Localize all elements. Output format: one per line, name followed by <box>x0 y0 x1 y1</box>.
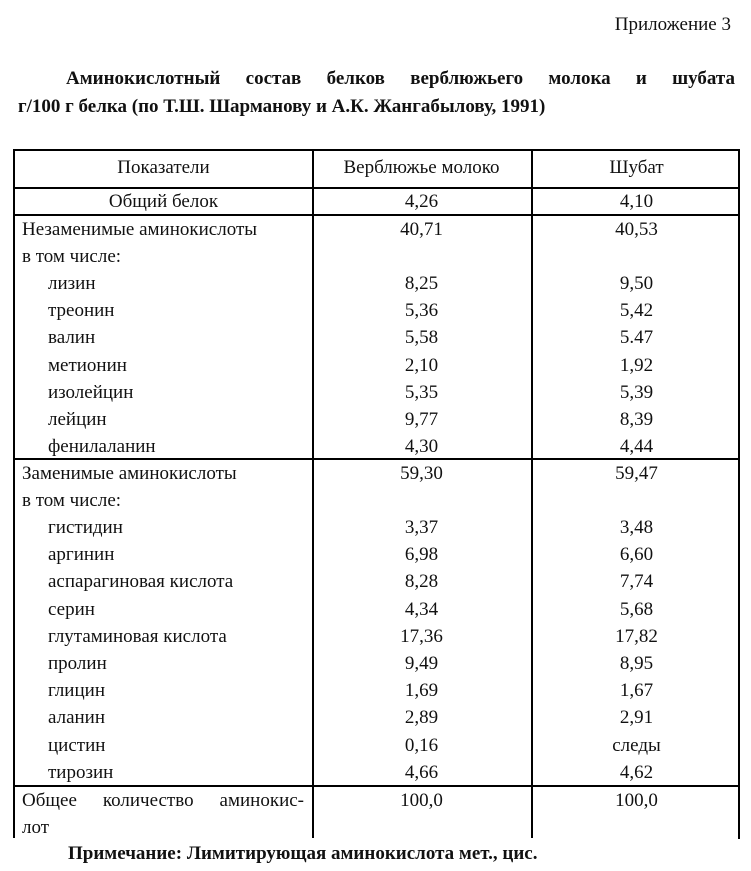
amino-acid-camel-milk: 4,30 <box>404 436 439 458</box>
essential-sub-label: в том числе: <box>22 246 122 267</box>
amino-acid-name: глицин <box>48 680 105 702</box>
amino-acid-name: аргинин <box>48 544 115 566</box>
amino-acid-camel-milk: 2,89 <box>404 707 439 729</box>
amino-acid-camel-milk: 3,37 <box>404 517 439 538</box>
amino-acid-name: пролин <box>48 653 107 674</box>
amino-acid-camel-milk: 9,49 <box>404 653 439 674</box>
amino-acid-name: тирозин <box>48 761 114 783</box>
amino-acid-camel-milk: 17,36 <box>400 625 443 647</box>
amino-acid-camel-milk: 1,69 <box>404 680 439 702</box>
nonessential-shubat: 59,47 <box>615 463 658 484</box>
total-amino-label-line-2: лот <box>22 817 50 838</box>
amino-acid-camel-milk: 4,34 <box>404 598 439 620</box>
amino-acid-shubat: 7,74 <box>619 571 654 593</box>
total-amino-shubat: 100,0 <box>615 790 658 811</box>
total-protein-camel-milk: 4,26 <box>404 191 439 212</box>
amino-acid-camel-milk: 6,98 <box>404 544 439 566</box>
amino-acid-name: валин <box>48 327 96 349</box>
amino-acid-name: лизин <box>48 273 96 294</box>
amino-acid-camel-milk: 5,58 <box>404 327 439 349</box>
amino-acid-name: метионин <box>48 354 127 376</box>
amino-acid-name: гистидин <box>48 517 123 538</box>
amino-acid-name: фенилаланин <box>48 436 156 458</box>
title-line-2: г/100 г белка (по Т.Ш. Шарманову и А.К. Жангабылову, 1991) <box>18 96 546 117</box>
amino-acid-shubat: 6,60 <box>619 544 654 566</box>
amino-acid-shubat: 3,48 <box>619 517 654 538</box>
nonessential-label: Заменимые аминокислоты <box>22 463 237 484</box>
essential-label: Незаменимые аминокислоты <box>22 219 258 240</box>
amino-acid-shubat: 4,62 <box>619 761 654 783</box>
amino-acid-shubat: 5,39 <box>619 381 654 403</box>
essential-shubat: 40,53 <box>615 219 658 240</box>
amino-acid-shubat: 4,44 <box>619 436 654 458</box>
amino-acid-shubat: 9,50 <box>619 273 654 294</box>
amino-acid-shubat: 2,91 <box>619 707 654 729</box>
nonessential-camel-milk: 59,30 <box>400 463 443 484</box>
amino-acid-camel-milk: 2,10 <box>404 354 439 376</box>
total-protein-label: Общий белок <box>108 191 219 212</box>
amino-acid-shubat: 17,82 <box>615 625 658 647</box>
amino-acid-camel-milk: 5,36 <box>404 300 439 322</box>
amino-acid-shubat: 5,42 <box>619 300 654 322</box>
table-note: Примечание: Лимитирующая аминокислота мет., цис. <box>68 843 538 864</box>
amino-acid-camel-milk: 8,28 <box>404 571 439 593</box>
essential-camel-milk: 40,71 <box>400 219 443 240</box>
amino-acid-camel-milk: 5,35 <box>404 381 439 403</box>
amino-acid-name: аспарагиновая кислота <box>48 571 234 593</box>
amino-acid-name: глутаминовая кислота <box>48 625 227 647</box>
total-protein-shubat: 4,10 <box>619 191 654 212</box>
amino-acid-shubat: 1,92 <box>619 354 654 376</box>
amino-acid-camel-milk: 0,16 <box>404 734 439 756</box>
nonessential-sub-label: в том числе: <box>22 490 122 511</box>
title-line-1: Аминокислотный состав белков верблюжьего молока и шубата <box>66 68 735 89</box>
amino-acid-name: аланин <box>48 707 106 729</box>
appendix-label: Приложение 3 <box>614 14 731 35</box>
amino-acid-shubat: следы <box>612 734 661 756</box>
table-title <box>18 65 735 121</box>
amino-acid-camel-milk: 9,77 <box>404 409 439 430</box>
amino-acid-name: серин <box>48 598 95 620</box>
amino-acid-camel-milk: 4,66 <box>404 761 439 783</box>
table-corner-stub <box>738 836 740 839</box>
amino-acid-shubat: 1,67 <box>619 680 654 702</box>
header-camel-milk: Верблюжье молоко <box>343 157 500 178</box>
total-amino-label-line-1: Общее количество аминокис- <box>22 790 304 811</box>
header-indicators: Показатели <box>117 157 210 178</box>
total-amino-camel-milk: 100,0 <box>400 790 443 811</box>
amino-acid-name: лейцин <box>48 409 107 430</box>
amino-acid-name: цистин <box>48 734 106 756</box>
amino-acid-shubat: 5.47 <box>619 327 654 349</box>
amino-acid-table <box>13 149 740 838</box>
amino-acid-shubat: 8,95 <box>619 653 654 674</box>
amino-acid-name: треонин <box>48 300 115 322</box>
amino-acid-camel-milk: 8,25 <box>404 273 439 294</box>
amino-acid-shubat: 5,68 <box>619 598 654 620</box>
header-shubat: Шубат <box>609 157 664 178</box>
amino-acid-shubat: 8,39 <box>619 409 654 430</box>
amino-acid-name: изолейцин <box>48 381 134 403</box>
